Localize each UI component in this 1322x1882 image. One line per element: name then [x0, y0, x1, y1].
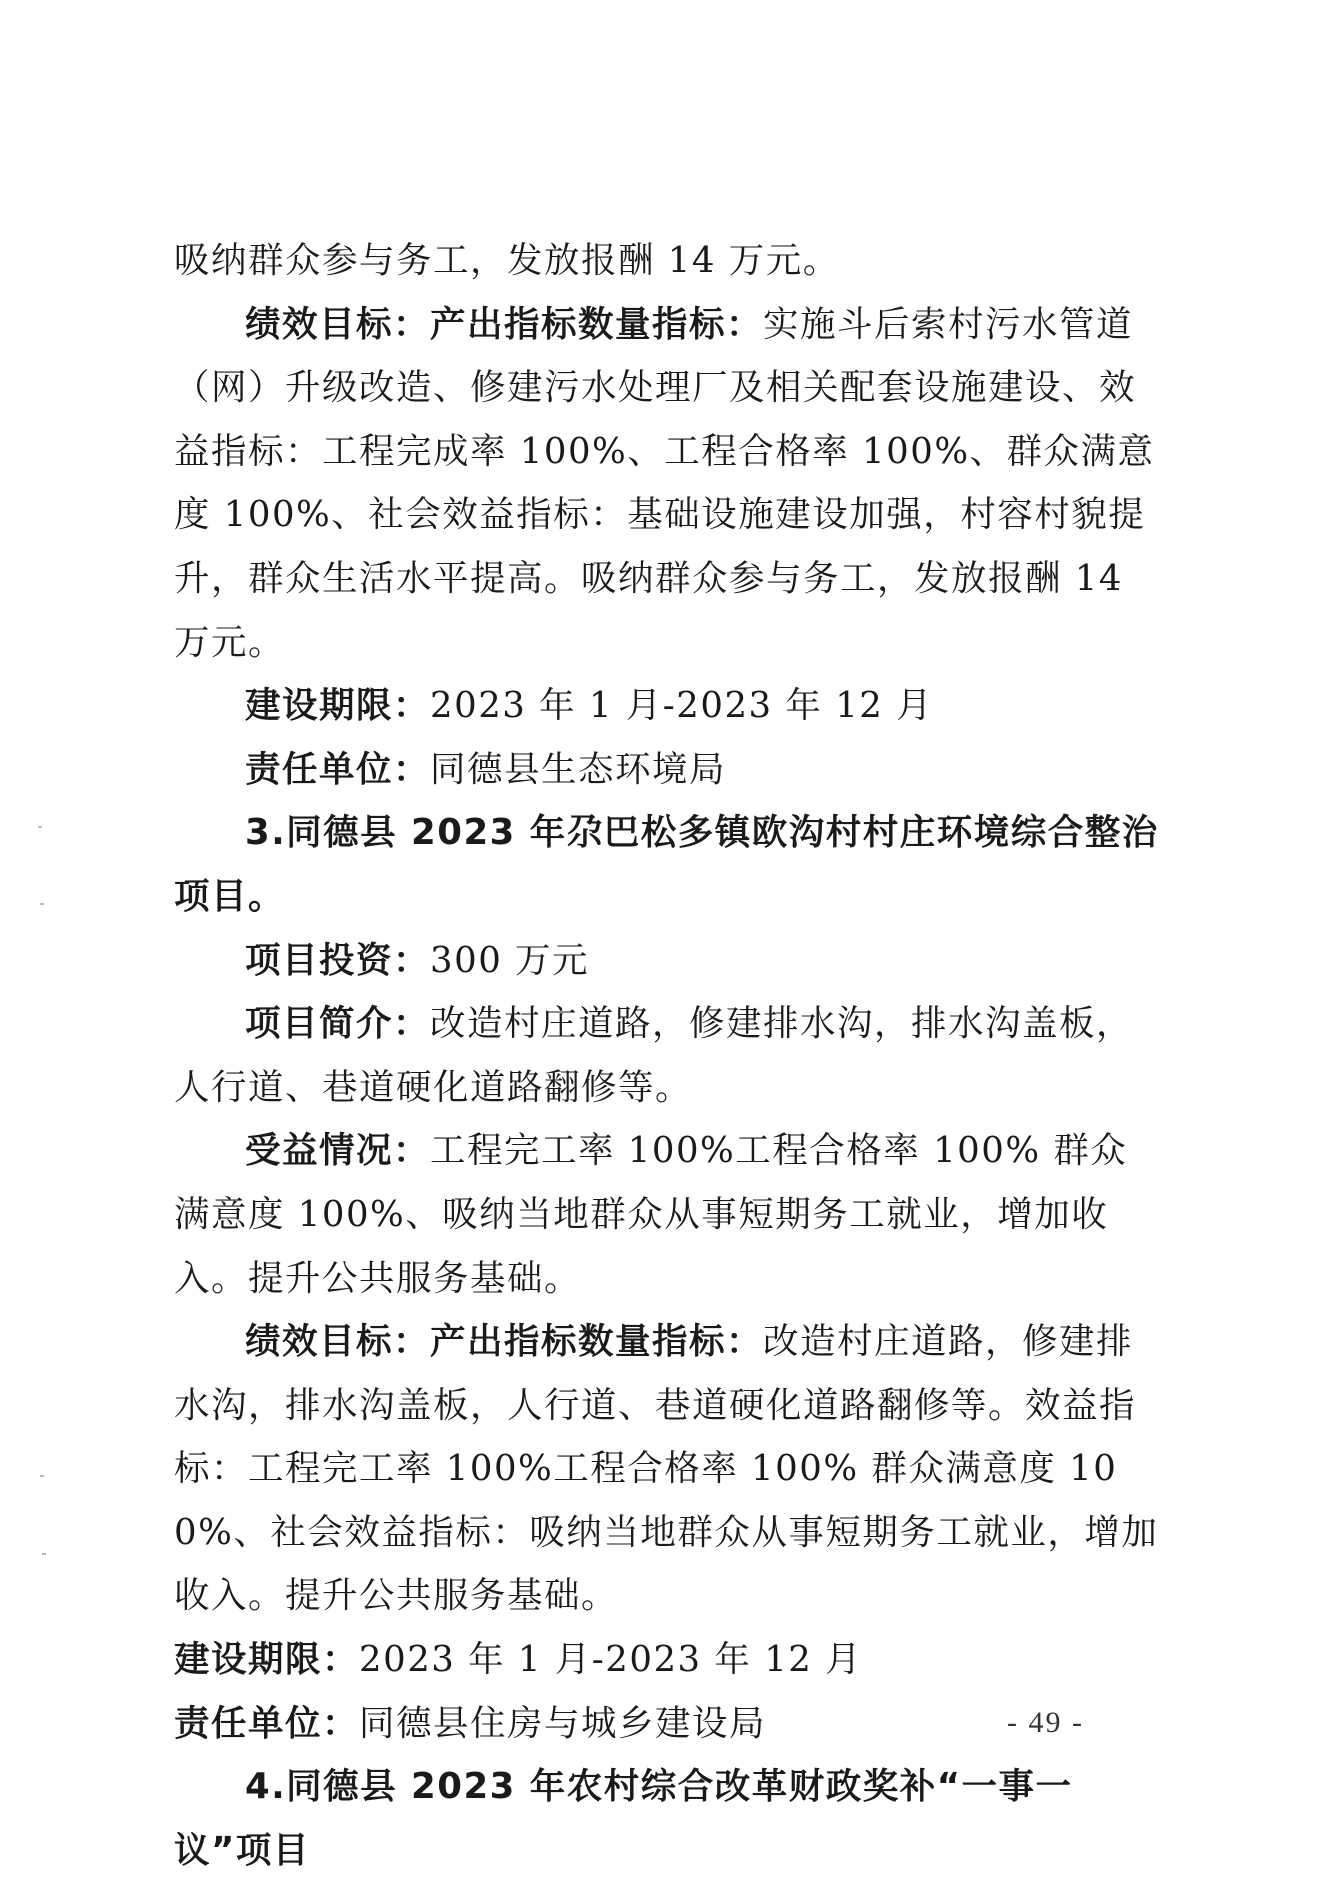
scan-speck: [42, 1553, 46, 1555]
paragraph-label: 受益情况：: [245, 1130, 431, 1172]
document-body: [174, 229, 1164, 1882]
paragraph-text: 2023 年 1 月-2023 年 12 月: [359, 1639, 863, 1681]
paragraph-text: 改造村庄道路，修建排水沟，排水沟盖板，人行道、巷道硬化道路翻修等。: [174, 1003, 1134, 1108]
paragraph-text: 改造村庄道路，修建排水沟，排水沟盖板，人行道、巷道硬化道路翻修等。效益指标：工程完工率 100%工程合格率 100% 群众满意度 100%、社会效益指标：吸纳当地群众从事短期务工就业，增加收入。提升公共服务基础。: [174, 1321, 1159, 1617]
paragraph-construction-period-2: [174, 1628, 1164, 1692]
page-number: - 49 -: [1007, 1706, 1084, 1739]
paragraph-performance-goals-2: [174, 1310, 1164, 1628]
paragraph-label: 项目投资：: [245, 939, 431, 981]
paragraph-text: 300 万元: [430, 939, 590, 981]
paragraph-label: 建设期限：: [174, 1639, 360, 1681]
paragraph-text: 工程完工率 100%工程合格率 100% 群众满意度 100%、吸纳当地群众从事短期务工就业，增加收入。提升公共服务基础。: [174, 1130, 1128, 1299]
scan-speck: [40, 1475, 44, 1477]
paragraph-construction-period-1: [174, 674, 1164, 738]
paragraph-performance-goals-1: [174, 293, 1164, 675]
paragraph-label: 责任单位：: [245, 748, 431, 790]
paragraph-text: 同德县生态环境局: [430, 748, 727, 790]
paragraph-project-summary: [174, 992, 1164, 1119]
section-heading-3: 3.同德县 2023 年尕巴松多镇欧沟村村庄环境综合整治项目。: [174, 812, 1159, 917]
scan-speck: [38, 826, 42, 828]
scan-speck: [40, 903, 44, 905]
paragraph-text: 2023 年 1 月-2023 年 12 月: [430, 685, 934, 727]
paragraph-label: 建设期限：: [245, 685, 431, 727]
paragraph-responsible-unit-1: [174, 738, 1164, 802]
paragraph-project-investment: [174, 929, 1164, 993]
section-heading-4: 4.同德县 2023 年农村综合改革财政奖补“一事一议”项目: [174, 1766, 1073, 1871]
paragraph-text: 实施斗后索村污水管道（网）升级改造、修建污水处理厂及相关配套设施建设、效益指标：工程完成率 100%、工程合格率 100%、群众满意度 100%、社会效益指标：基础设施建设加强，村容村貌提升，群众生活水平提高。吸纳群众参与务工，发放报酬 14 万元。: [174, 303, 1155, 663]
paragraph-text: 吸纳群众参与务工，发放报酬 14 万元。: [174, 240, 840, 281]
paragraph-label: 绩效目标：产出指标数量指标：: [245, 1321, 764, 1363]
paragraph-continuation: [174, 229, 1164, 293]
paragraph-label: 项目简介：: [245, 1003, 431, 1045]
paragraph-text: 同德县住房与城乡建设局: [359, 1702, 767, 1744]
paragraph-label: 绩效目标：产出指标数量指标：: [245, 303, 764, 345]
paragraph-label: 责任单位：: [174, 1702, 360, 1744]
paragraph-benefit-situation: [174, 1119, 1164, 1310]
